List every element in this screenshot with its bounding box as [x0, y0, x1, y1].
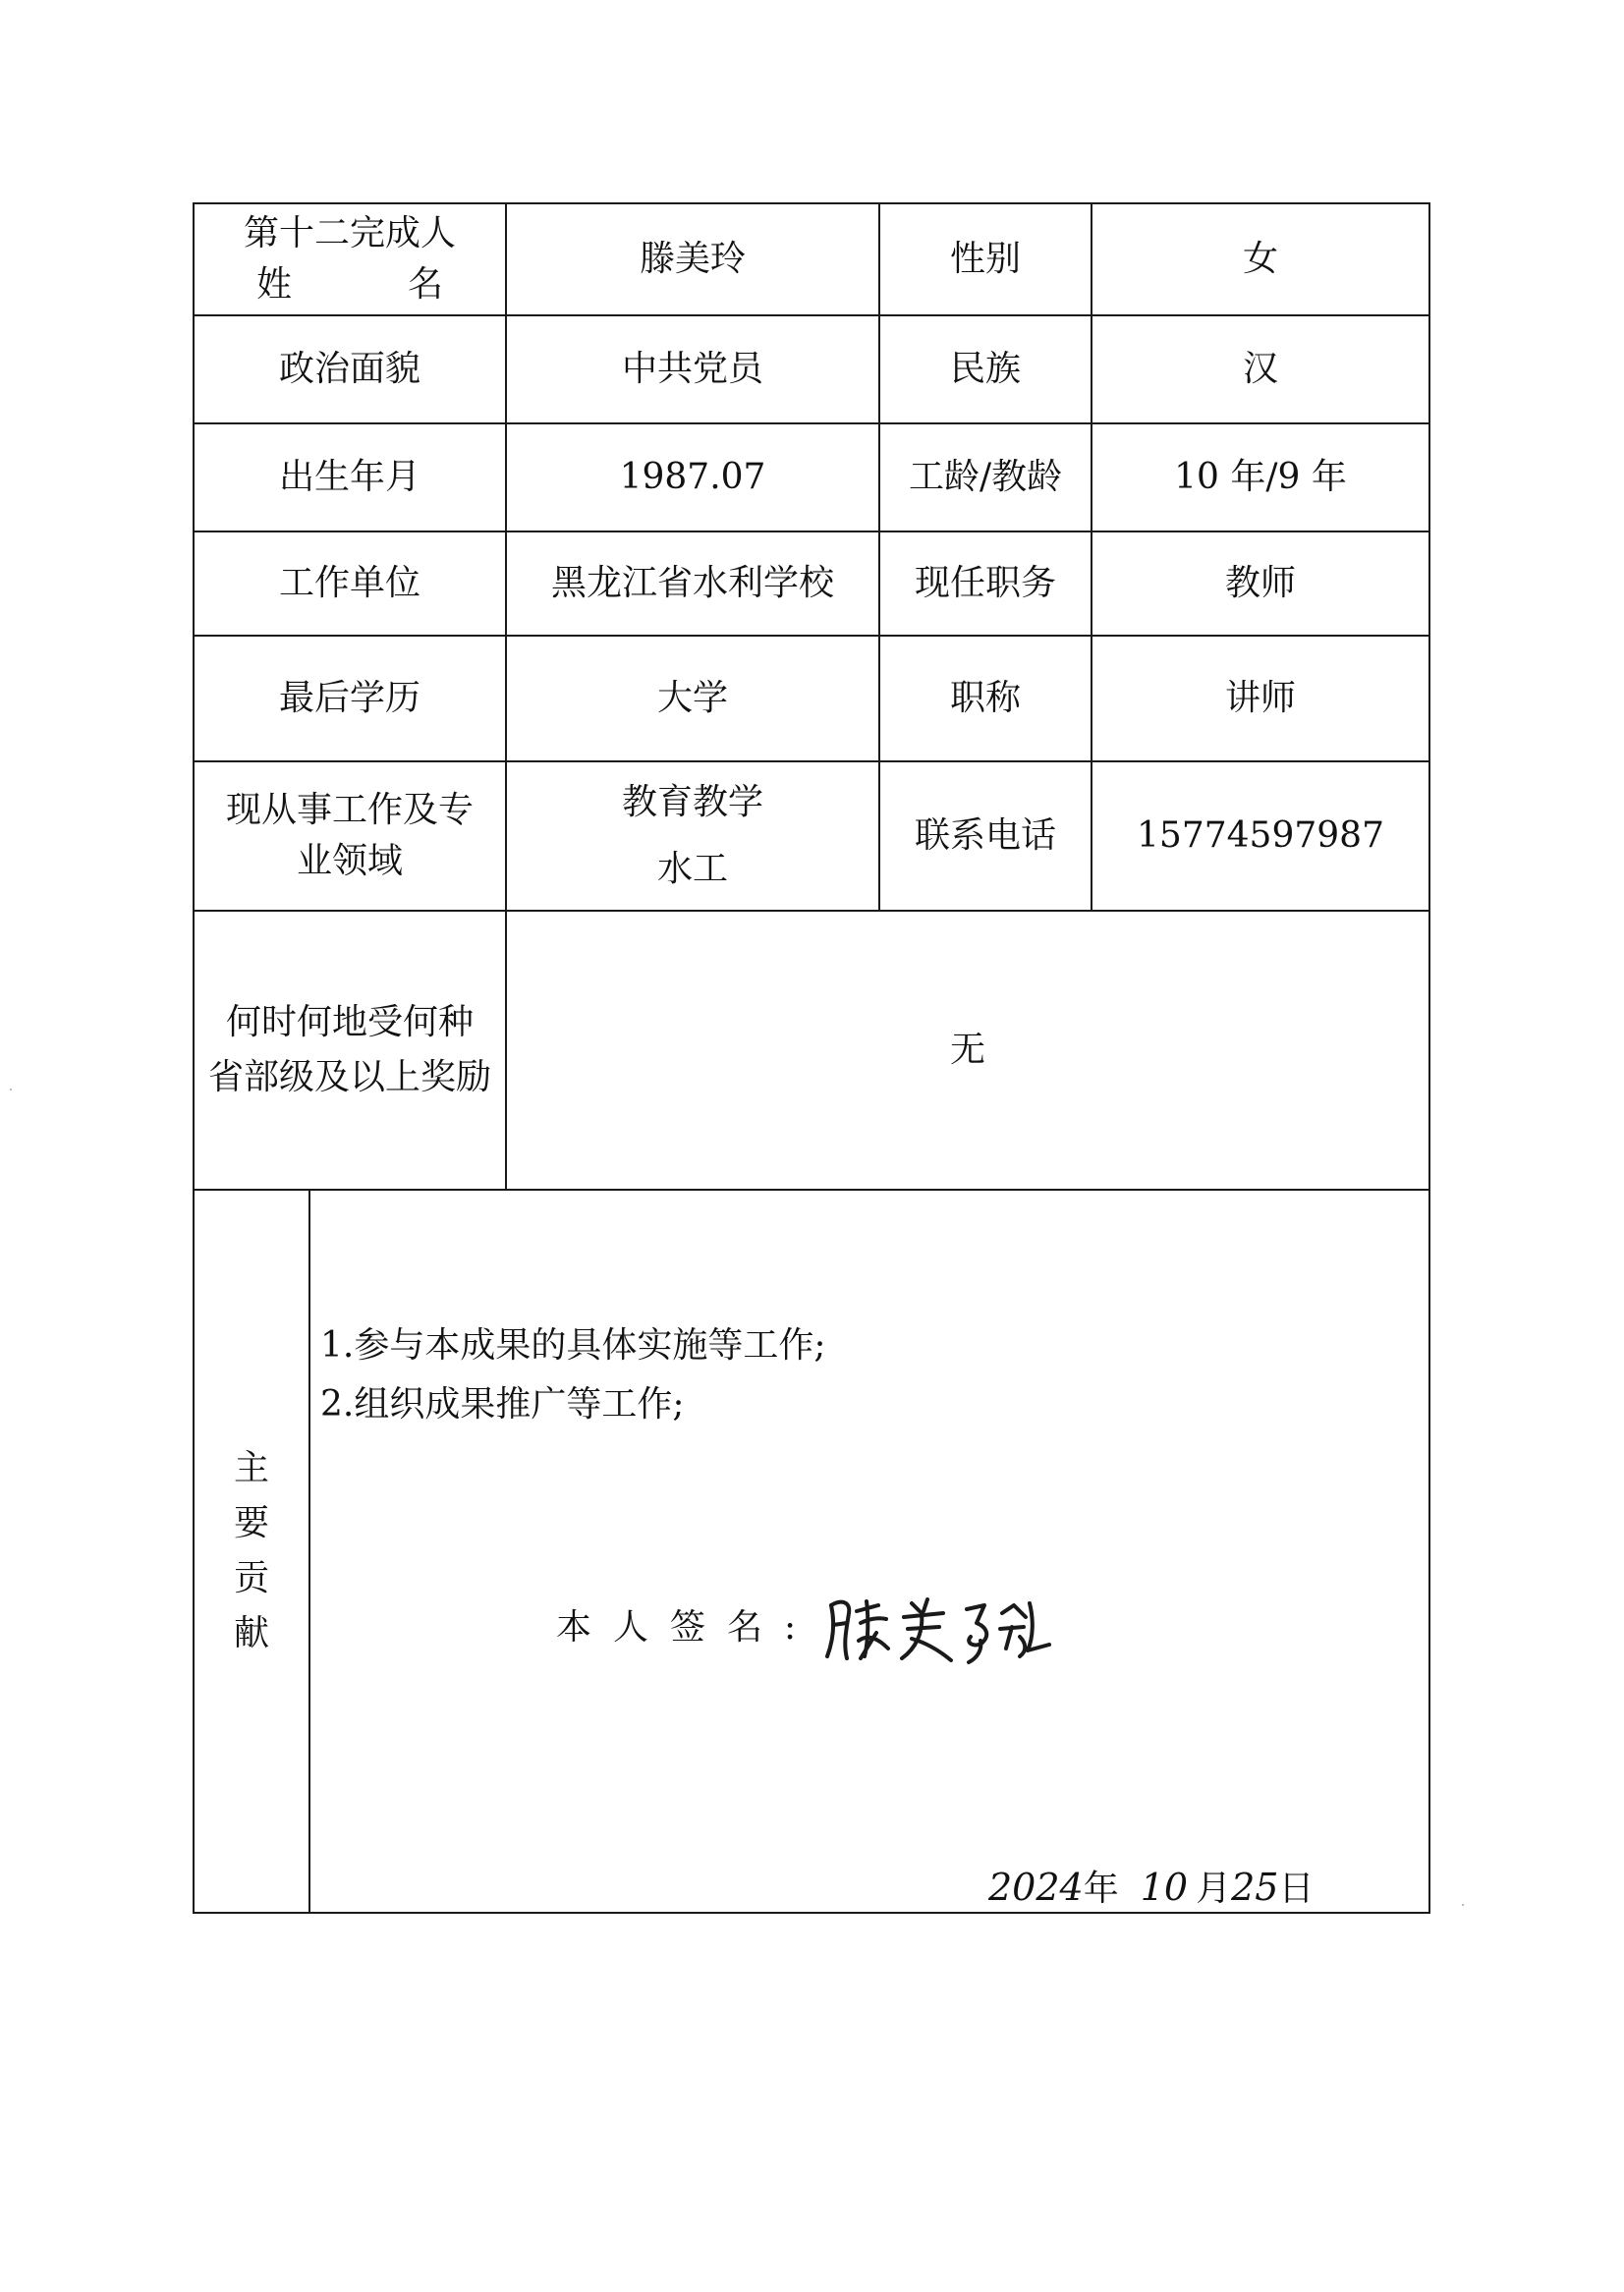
- date-month: 10: [1140, 1866, 1189, 1909]
- awards-label-cell: [194, 911, 506, 1190]
- contribution-label-char-3: 贡: [233, 1558, 269, 1598]
- title-label: 职称: [879, 636, 1092, 761]
- form-row-politics: [194, 315, 1429, 423]
- signature-row: [556, 1584, 1063, 1672]
- contribution-label-char-2: 要: [233, 1503, 269, 1543]
- scan-speck: [10, 1089, 12, 1090]
- name-label-cell: [194, 203, 506, 315]
- gender-value: 女: [1092, 203, 1429, 315]
- awards-label-line1: 何时何地受何种: [226, 1002, 475, 1042]
- education-label: 最后学历: [194, 636, 506, 761]
- employer-label: 工作单位: [194, 531, 506, 636]
- name-label-char-1: 姓: [255, 264, 292, 305]
- form-row-field: [194, 761, 1429, 911]
- form-row-birth: [194, 423, 1429, 531]
- employer-value: 黑龙江省水利学校: [506, 531, 879, 636]
- contribution-list: [320, 1316, 825, 1434]
- field-value-line2: 水工: [657, 849, 729, 889]
- birth-label: 出生年月: [194, 423, 506, 531]
- contribution-item: 2.组织成果推广等工作;: [320, 1384, 685, 1425]
- title-value: 讲师: [1092, 636, 1429, 761]
- position-label: 现任职务: [879, 531, 1092, 636]
- birth-value: 1987.07: [506, 423, 879, 531]
- contribution-side-label: [194, 1190, 309, 1913]
- date-year-unit: 年: [1083, 1868, 1119, 1909]
- phone-value: 15774597987: [1092, 761, 1429, 911]
- signature-date: [988, 1861, 1314, 1915]
- ethnicity-label: 民族: [879, 315, 1092, 423]
- awards-label-line2: 省部级及以上奖励: [208, 1057, 492, 1097]
- scan-speck: [1462, 1904, 1464, 1906]
- seniority-value: 10 年/9 年: [1092, 423, 1429, 531]
- name-value: 滕美玲: [506, 203, 879, 315]
- phone-label: 联系电话: [879, 761, 1092, 911]
- form-row-name: [194, 203, 1429, 315]
- name-label-line2: [202, 259, 497, 310]
- field-label-cell: [194, 761, 506, 911]
- form-row-contribution: [194, 1190, 1429, 1913]
- name-label-char-2: 名: [408, 264, 444, 305]
- position-value: 教师: [1092, 531, 1429, 636]
- contribution-label-char-4: 献: [233, 1613, 269, 1653]
- politics-value: 中共党员: [506, 315, 879, 423]
- contribution-label-char-1: 主: [233, 1448, 269, 1488]
- field-label-line2: 业领域: [297, 841, 404, 881]
- date-month-unit: 月: [1196, 1868, 1232, 1909]
- candidate-info-form: [193, 202, 1430, 1914]
- ethnicity-value: 汉: [1092, 315, 1429, 423]
- field-value-cell: [506, 761, 879, 911]
- politics-label: 政治面貌: [194, 315, 506, 423]
- seniority-label: 工龄/教龄: [879, 423, 1092, 531]
- gender-label: 性别: [879, 203, 1092, 315]
- form-row-education: [194, 636, 1429, 761]
- form-row-employer: [194, 531, 1429, 636]
- contribution-content: [309, 1190, 1429, 1913]
- education-value: 大学: [506, 636, 879, 761]
- signature-image: [817, 1584, 1063, 1672]
- date-day-unit: 日: [1278, 1868, 1315, 1909]
- name-label-line1: 第十二完成人: [244, 212, 457, 253]
- contribution-item: 1.参与本成果的具体实施等工作;: [320, 1325, 826, 1366]
- signature-label: 本人签名:: [556, 1606, 818, 1648]
- field-value-line1: 教育教学: [622, 782, 764, 822]
- field-label-line1: 现从事工作及专: [226, 789, 475, 830]
- awards-value: 无: [506, 911, 1429, 1190]
- date-year: 2024: [988, 1866, 1084, 1909]
- date-day: 25: [1231, 1866, 1279, 1909]
- form-row-awards: [194, 911, 1429, 1190]
- handwritten-signature: [817, 1584, 1063, 1672]
